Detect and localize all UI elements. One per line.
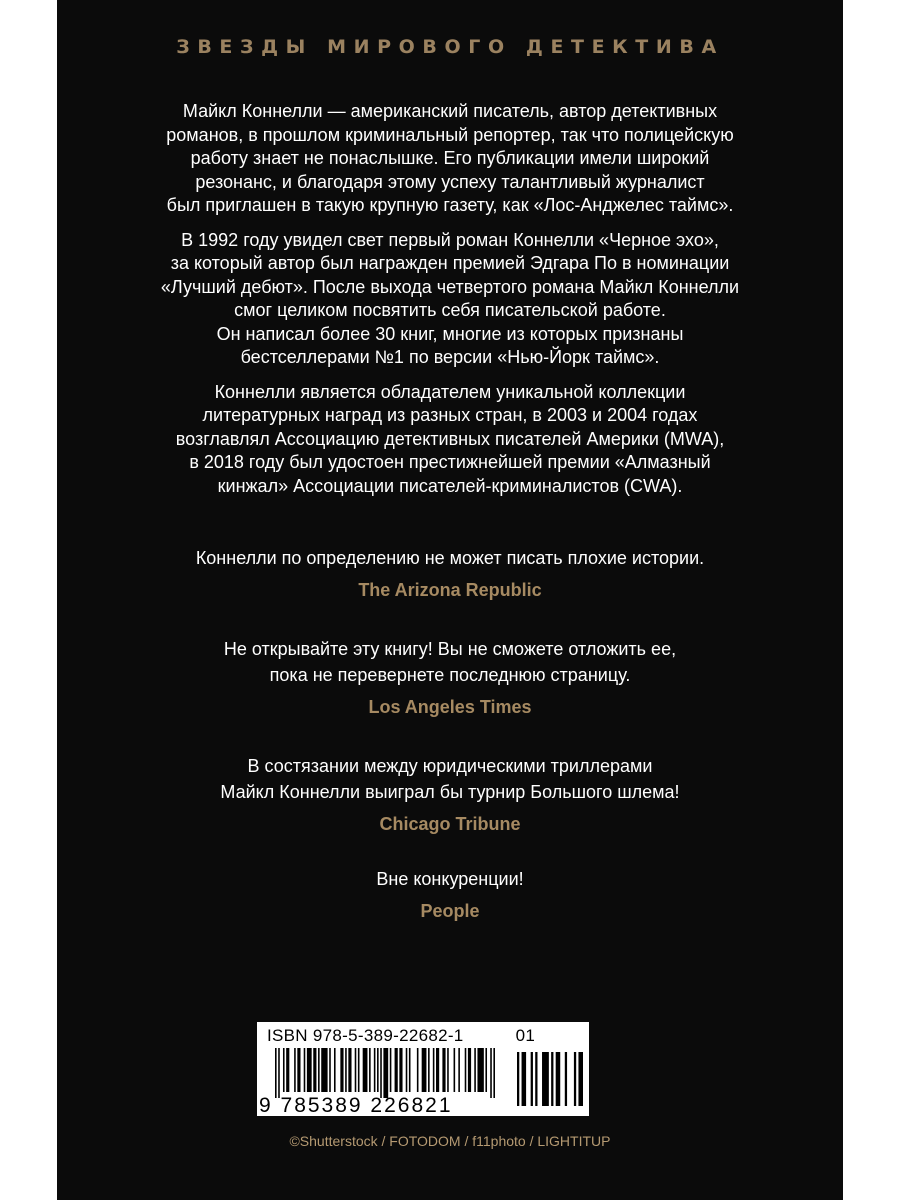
barcode-bar xyxy=(297,1048,300,1092)
barcode-bar xyxy=(313,1048,316,1092)
barcode-bar xyxy=(578,1052,583,1106)
barcode-bar xyxy=(447,1048,449,1092)
series-title: ЗВЕЗДЫ МИРОВОГО ДЕТЕКТИВА xyxy=(176,36,724,58)
barcode-bar xyxy=(517,1052,519,1106)
quote-text: В состязании между юридическими триллерами Майкл Коннелли выиграл бы турнир Большого шлема! xyxy=(220,756,680,802)
barcode-bar xyxy=(458,1048,460,1092)
barcode-bar xyxy=(380,1048,382,1098)
ean-digits: 9 785389 226821 xyxy=(259,1094,453,1117)
barcode-bar xyxy=(454,1048,456,1092)
barcode-bar xyxy=(477,1048,483,1092)
barcode-bar xyxy=(433,1048,435,1092)
isbn-addon: 01 xyxy=(515,1026,536,1045)
barcode-bar xyxy=(355,1048,357,1092)
barcode-bar xyxy=(278,1048,280,1098)
barcode-bar xyxy=(490,1048,492,1098)
barcode-bar xyxy=(304,1048,306,1092)
barcode-bar xyxy=(369,1048,371,1092)
review-quote xyxy=(77,636,823,720)
barcode-bar xyxy=(358,1048,360,1092)
review-quote xyxy=(77,866,823,924)
barcode-bar xyxy=(428,1048,430,1092)
bio-paragraph: Коннелли является обладателем уникальной коллекции литературных наград из разных стран, в 2003 и 2004 годах возглавлял Ассоциацию детективных писателей Америки (MWA), в 2018 году был удостоен престижнейшей премии «Алмазный кинжал» Ассоциации писателей-криминалистов (CWA). xyxy=(175,381,725,496)
barcode-bar xyxy=(329,1048,331,1092)
review-quote xyxy=(77,753,823,837)
barcode-bar xyxy=(294,1048,296,1092)
barcode-bar xyxy=(374,1048,376,1092)
barcode-bar xyxy=(283,1048,285,1092)
barcode-bar xyxy=(422,1048,427,1092)
bio-paragraph: В 1992 году увидел свет первый роман Коннелли «Черное эхо», за который автор был награжден премией Эдгара По в номинации «Лучший дебют». После выхода четвертого романа Майкл Коннелли смог целиком посвятить себя писательской работе. Он написал более 30 книг, многие из которых признаны бестселлерами №1 по версии «Нью-Йорк таймс». xyxy=(160,229,740,367)
author-bio xyxy=(97,100,803,509)
barcode-bar xyxy=(406,1048,408,1092)
barcode-bar xyxy=(468,1048,471,1092)
isbn-text xyxy=(267,1026,535,1046)
barcode-bar xyxy=(556,1052,561,1106)
barcode-bar xyxy=(474,1048,476,1092)
quote-text: Вне конкуренции! xyxy=(376,869,524,889)
barcode-bar xyxy=(574,1052,576,1106)
barcode-bar xyxy=(531,1052,533,1106)
barcode-bar xyxy=(348,1048,351,1092)
photo-credits: ©Shutterstock / FOTODOM / f11photo / LIGHTITUP xyxy=(289,1133,611,1149)
barcode-bar xyxy=(417,1048,419,1092)
barcode-bar xyxy=(377,1048,379,1092)
barcode-bar xyxy=(383,1048,388,1098)
isbn-number: ISBN 978-5-389-22682-1 xyxy=(267,1026,464,1045)
bio-paragraph: Майкл Коннелли — американский писатель, автор детективных романов, в прошлом криминальный репортер, так что полицейскую работу знает не понаслышке. Его публикации имели широкий резонанс, и благодаря этому успеху талантливый журналист был приглашен в такую крупную газету, как «Лос-Анджелес таймс». xyxy=(166,101,734,215)
barcode-bar xyxy=(390,1048,392,1092)
barcode-bar xyxy=(442,1048,445,1092)
barcode-bar xyxy=(551,1052,553,1106)
barcode-bar xyxy=(465,1048,467,1092)
barcode-bar xyxy=(436,1048,439,1092)
barcode-bar xyxy=(399,1048,402,1092)
barcode-bar xyxy=(334,1048,336,1092)
barcode-bar xyxy=(395,1048,398,1092)
barcode-bar xyxy=(409,1048,411,1092)
barcode-bar xyxy=(363,1048,368,1092)
barcode-bar xyxy=(565,1052,567,1106)
isbn-barcode xyxy=(257,1022,589,1116)
book-back-cover xyxy=(57,0,843,1200)
barcode-bars xyxy=(275,1048,495,1098)
quote-text: Не открывайте эту книгу! Вы не сможете отложить ее, пока не перевернете последнюю страницу. xyxy=(223,639,677,685)
barcode-bar xyxy=(493,1048,495,1098)
barcode-bar xyxy=(340,1048,343,1092)
quote-text: Коннелли по определению не может писать плохие истории. xyxy=(195,548,705,568)
barcode-bar xyxy=(321,1048,327,1092)
quote-source: People xyxy=(420,901,480,921)
quote-source: The Arizona Republic xyxy=(358,580,542,600)
barcode-bar xyxy=(542,1052,549,1106)
barcode-bar xyxy=(522,1052,527,1106)
barcode-bar xyxy=(286,1048,289,1092)
barcode-bar xyxy=(535,1052,537,1106)
barcode-bar xyxy=(345,1048,347,1092)
barcode-bar xyxy=(485,1048,487,1092)
barcode-bar xyxy=(307,1048,312,1092)
quote-source: Los Angeles Times xyxy=(368,697,532,717)
barcode-addon-bars xyxy=(517,1052,583,1112)
barcode-bar xyxy=(275,1048,277,1098)
quote-source: Chicago Tribune xyxy=(379,814,521,834)
review-quote xyxy=(77,545,823,603)
barcode-bar xyxy=(318,1048,320,1092)
